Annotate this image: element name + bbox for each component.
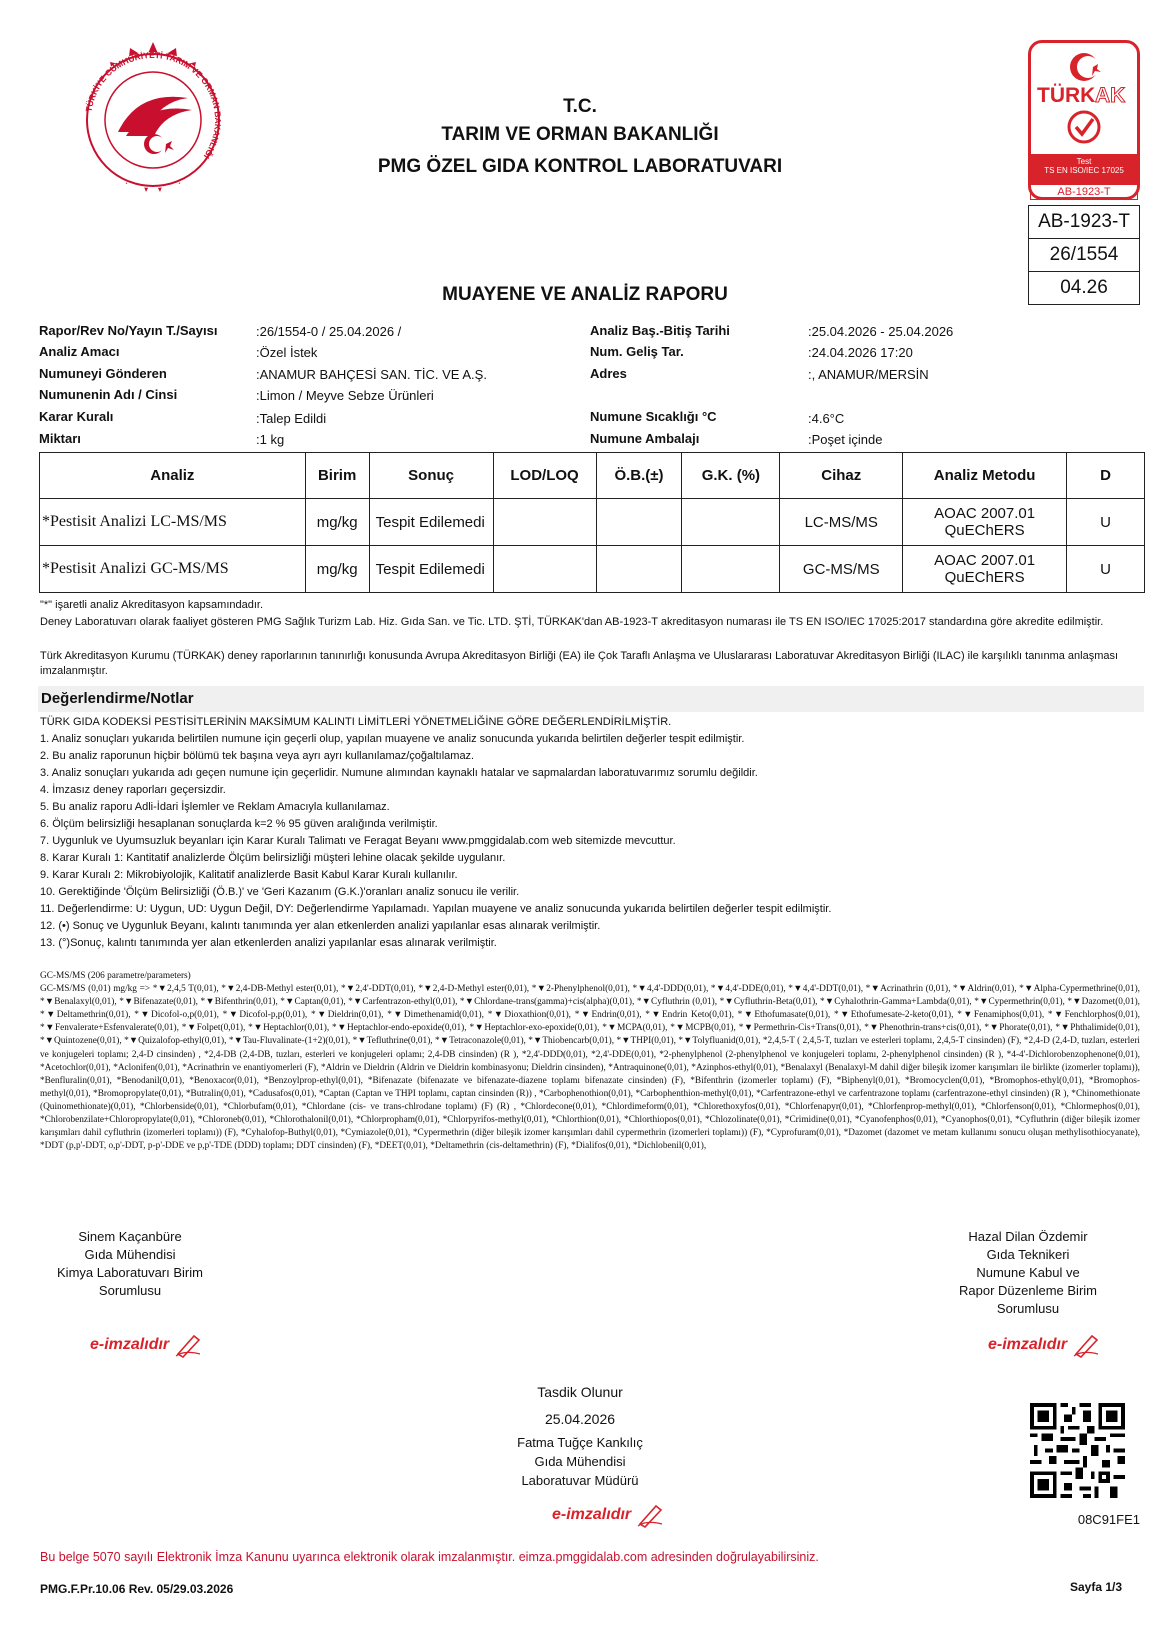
info-label-report-no: Rapor/Rev No/Yayın T./Sayısı [39,323,218,338]
info-value-temperature: :4.6°C [808,411,845,426]
gcms-text: GC-MS/MS (0,01) mg/kg => *▼2,4,5 T(0,01), *▼2,4-DB-Methyl ester(0,01), *▼2,4'-DDT(0,01), *▼2,4-D-Methyl ester(0,01), *▼2-Phenylphenol(0,01), *▼4,4'-DDD(0,01), *▼4,4'-DDE(0,01), *▼4,4'-DDT(0,01), *▼Acrinathrin (0,01), *▼Aldrin(0,01), *▼Alpha-Cypermethrine(0,01), *▼Benalaxyl(0,01), *▼Bifenazate(0,01), *▼Bifenthrin(0,01), *▼Captan(0,01), *▼Carfentrazon-ethyl(0,01), *▼Chlordane-trans(gamma)+cis(alpha)(0,01), *▼Cyfluthrin (0,01), *▼Cyfluthrin-Beta(0,01), *▼Cyhalothrin-Gamma+Lambda(0,01), *▼Cypermethrin(0,01), *▼Dazomet(0,01), *▼Deltamethrin(0,01), *▼Dicofol-o,p(0,01), *▼Dicofol-p,p(0,01), *▼Dieldrin(0,01), *▼Dimethenamid(0,01), *▼Dioxathion(0,01), *▼Endrin(0,01), *▼Endrin Keto(0,01), *▼Ethofumasate(0,01), *▼Ethofumesate-2-keto(0,01), *▼Fenamiphos(0,01), *▼Fenchlorphos(0,01), *▼Fenvalerate+Esfenvalerate(0,01), *▼Folpet(0,01), *▼Heptachlor(0,01), *▼Heptachlor-endo-epoxide(0,01), *▼Heptachlor-exo-epoxide(0,01), *▼MCPA(0,01), *▼MCPB(0,01), *▼Permethrin-Cis+Trans(0,01), *▼Phenothrin-trans+cis(0,01), *▼Phorate(0,01), *▼Phthalimide(0,01), *▼Quintozene(0,01), *▼Quizalofop-ethyl(0,01), *▼Tau-Fluvalinate-(1+2)(0,01), *▼Tefluthrine(0,01), *▼Tetraconazole(0,01), *▼Thiobencarb(0,01), *▼THPI(0,01), *▼Tolyfluanid(0,01), *2,4,5-T ( 2,4,5-T, tuzları ve esterleri toplamı, 2,4,5-T cinsinden) (F), *2,4-D (2,4-D, tuzları, esterleri ve konjugeleri toplamı; 2,4-D cinsinden) , *2,4-DB (2,4-DB, tuzları, esterleri ve konjugeleri oplamı; 2,4-DB cinsinden) (R ), *2,4'-DDD(0,01), *2,4'-DDE(0,01), *2-phenylphenol (2-phenylphenol ve konjugeleri toplamı, 2-phenylphenol cinsinden) (R ), *4-4'-Dichlorobenzophenone(0,01), *Acetochlor(0,01), *Aclonifen(0,01), *Acrinathrin ve enantiyomerleri (F), *Aldrin ve Dieldrin (Aldrin ve Dieldrin kombinasyonu; Dieldrin cinsinden), *Antraquinone(0,01), *Azinphos-ethyl(0,01), *Benalaxyl (Benalaxyl-M dahil diğer bileşik izomer karışımları ile birlikte (izomerler toplamı)), *Benfluralin(0,01), *Benodanil(0,01), *Benoxacor(0,01), *Benzoylprop-ethyl(0,01), *Bifenazate (bifenazate ve bifenazate-diazene toplamı bifenazate cinsinden) (F), *Bifenthrin (izomerler toplamı) (F), *Biphenyl(0,01), *Bromocyclen(0,01), *Bromophos-ethyl(0,01), *Bromophos-methyl(0,01), *Bromopropylate(0,01), *Butralin(0,01), *Cadusafos(0,01), *Captan (Captan ve THPI toplamı, captan cinsinden (R)) , *Carbophenothion(0,01), *Carbophenthion-methyl(0,01), *Carfentrazone-ethyl ve carfentrazone toplamı (carfentrazone-ethyl cinsinden) (R ), *Chinomethionate (Quinomethionate)(0,01), *Chlorbenside(0,01), *Chlorbufam(0,01), *Chlordane (cis- ve trans-chlrodane toplamı) (F) (R) , *Chlordecone(0,01), *Chlordimeform(0,01), *Chlorethoxyfos(0,01), *Chlorfenapyr(0,01), *Chlorfenprop-methyl(0,01), *Chlorfenson(0,01), *Chlormephos(0,01), *Chlorobenzilate+Chloropropylate(0,01), *Chloroneb(0,01), *Chlorothalonil(0,01), *Chlorpropham(0,01), *Chlorpyrifos-methyl(0,01), *Chlorthion(0,01), *Chlorthiopos(0,01), *Chlozolinate(0,01), *Crimidine(0,01), *Cyanofenphos(0,01), *Cyanophos(0,01), *Cyfluthrin (diğer bileşik izomer karışımları dahil cyfluthrin (izomerleri toplamı)) (F), *Cyhalofop-Buthyl(0,01), *Cymiazole(0,01), *Cypermethrin (diğer bileşik izomer karışımları dahil cypermethrin (izomerleri toplamı)) (F), *Cyprofuram(0,01), *Dazomet (dazomet ve metam kullanımı sonucu oluşan methylisothiocyanate), *DDT (p,p'-DDT, o,p'-DDT, p-p'-DDE ve p,p'-TDE (DDD) toplamı; DDT cinsinden) (F), *DEET(0,01), *Deltamethrin (cis-deltamethrin) (F), *Dialifos(0,01), *Dichlobenil(0,01), [40,984,1140,1152]
info-label-arrival-date: Num. Geliş Tar. [590,344,684,359]
turkak-standard-band [1028,154,1140,184]
qr-code-icon [1030,1403,1125,1498]
table-row [40,499,1145,546]
approver-role: Laboratuvar Müdürü [521,1473,639,1488]
col-header-cihaz: Cihaz [780,453,903,499]
cell-sonuc: Tespit Edilemedi [369,499,493,546]
signer-title: Gıda Teknikeri [986,1247,1070,1262]
signer-role: Kimya Laboratuvarı Birim [57,1265,203,1280]
cell-cihaz: GC-MS/MS [780,546,903,593]
evaluation-item: 4. İmzasız deney raporları geçersizdir. [40,784,226,796]
approver-name: Fatma Tuğçe Kankılıç [517,1435,643,1450]
turkak-standard: TS EN ISO/IEC 17025 [1044,166,1124,175]
report-number-box: 26/1554 [1028,238,1140,272]
evaluation-item: 10. Gerektiğinde 'Ölçüm Belirsizliği (Ö.B.)' ve 'Geri Kazanım (G.K.)'oranları analiz sonucu ile verilir. [40,886,520,898]
logo-ring-text: TÜRKİYE CUMHURİYETİ TARIM VE ORMAN BAKANLIĞI [83,49,224,161]
cell-lod [493,546,596,593]
col-header-gk: G.K. (%) [682,453,780,499]
signature-right [938,1228,1118,1318]
date-code-box: 04.26 [1028,271,1140,305]
signature-left [40,1228,220,1300]
eimza-label: e-imzalıdır [988,1336,1068,1354]
note-laboratory: Deney Laboratuvarı olarak faaliyet gösteren PMG Sağlık Turizm Lab. Hiz. Gıda San. ve Tic. LTD. ŞTİ, TÜRKAK'dan AB-1923-T akreditasyon numarası ile TS EN ISO/IEC 17025:2017 standardına göre akredite edilmiştir. [40,616,1104,628]
col-header-lod: LOD/LOQ [493,453,596,499]
signer-name: Hazal Dilan Özdemir [968,1229,1088,1244]
turkak-code: AB-1923-T [1030,184,1138,200]
form-code: PMG.F.Pr.10.06 Rev. 05/29.03.2026 [40,1582,234,1596]
signer-name: Sinem Kaçanbüre [78,1229,182,1244]
info-label-quantity: Miktarı [39,431,81,446]
approval-date: 25.04.2026 [544,1411,616,1427]
cell-ob [596,499,682,546]
info-value-address: :, ANAMUR/MERSİN [808,367,929,382]
signer-role-3: Sorumlusu [996,1301,1060,1316]
table-header-row [40,453,1145,499]
cell-birim: mg/kg [305,546,369,593]
evaluation-item: 11. Değerlendirme: U: Uygun, UD: Uygun Değil, DY: Değerlendirme Yapılamadı. Yapılan muayene ve analiz sonucunda yukarıda belirtilen değerler tespit edilmiştir. [40,903,832,915]
gcms-parameter-list [40,970,1140,1153]
info-label-sample-name: Numunenin Adı / Cinsi [39,387,178,402]
info-label-temperature: Numune Sıcaklığı °C [590,409,717,424]
cell-metod [903,546,1067,593]
evaluation-item: 1. Analiz sonuçları yukarıda belirtilen numune için geçerli olup, yapılan muayene ve analiz sonucunda yukarıda belirtilen değerler tespit edilmiştir. [40,733,745,745]
evaluation-list [40,714,1140,952]
info-label-address: Adres [590,366,627,381]
info-value-purpose: :Özel İstek [256,345,318,360]
results-table [39,452,1145,593]
col-header-ob: Ö.B.(±) [596,453,682,499]
col-header-sonuc: Sonuç [369,453,493,499]
cell-d: U [1067,499,1145,546]
cell-lod [493,499,596,546]
cell-metod-line2: QuEChERS [944,522,1025,539]
info-value-decision-rule: :Talep Edildi [256,411,327,426]
info-value-sample-name: :Limon / Meyve Sebze Ürünleri [256,388,434,403]
approval-title: Tasdik Olunur [537,1384,623,1400]
info-value-arrival-date: :24.04.2026 17:20 [808,345,913,360]
col-header-d: D [1067,453,1145,499]
turkak-test-label: Test [1076,157,1092,166]
signer-role: Numune Kabul ve [976,1265,1080,1280]
eimza-label: e-imzalıdır [552,1506,632,1524]
signer-role-2: Rapor Düzenleme Birim [959,1283,1097,1298]
cell-analiz: *Pestisit Analizi GC-MS/MS [40,546,306,593]
info-label-decision-rule: Karar Kuralı [39,409,114,424]
info-label-packaging: Numune Ambalajı [590,431,700,446]
cell-ob [596,546,682,593]
verification-code: 08C91FE1 [1077,1512,1140,1527]
info-label-purpose: Analiz Amacı [39,344,120,359]
header-tc: T.C. [563,96,597,117]
approver-title: Gıda Mühendisi [534,1454,626,1469]
info-value-report-no: :26/1554-0 / 25.04.2026 / [256,324,402,339]
evaluation-intro: TÜRK GIDA KODEKSİ PESTİSİTLERİNİN MAKSİMUM KALINTI LİMİTLERİ YÖNETMELİĞİNE GÖRE DEĞERLENDİRİLMİŞTİR. [40,716,672,728]
table-row [40,546,1145,593]
evaluation-item: 8. Karar Kuralı 1: Kantitatif analizlerde Ölçüm belirsizliği müşteri lehine olacak şekilde uygulanır. [40,852,506,864]
pen-icon [174,1332,204,1358]
page-number: Sayfa 1/3 [1070,1580,1123,1594]
cell-sonuc: Tespit Edilemedi [369,546,493,593]
cell-metod-line1: AOAC 2007.01 [934,505,1036,522]
info-value-analysis-dates: :25.04.2026 - 25.04.2026 [808,324,954,339]
signer-title: Gıda Mühendisi [84,1247,176,1262]
eimza-label: e-imzalıdır [90,1336,170,1354]
legal-notice: Bu belge 5070 sayılı Elektronik İmza Kanunu uyarınca elektronik olarak imzalanmıştır. eimza.pmggidalab.com adresinden doğrulayabilirsiniz. [40,1550,819,1564]
signer-role-2: Sorumlusu [98,1283,162,1298]
evaluation-item: 2. Bu analiz raporunun hiçbir bölümü tek başına veya ayrı ayrı kullanılamaz/çoğaltılamaz. [40,750,475,762]
cell-metod-line2: QuEChERS [944,569,1025,586]
info-label-analysis-dates: Analiz Baş.-Bitiş Tarihi [590,323,730,338]
col-header-birim: Birim [305,453,369,499]
evaluation-item: 6. Ölçüm belirsizliği hesaplanan sonuçlarda k=2 % 95 güven aralığında verilmiştir. [40,818,438,830]
note-turkak: Türk Akreditasyon Kurumu (TÜRKAK) deney raporlarının tanınırlığı konusunda Avrupa Akreditasyon Birliği (EA) ile Çok Taraflı Anlaşma ve Uluslararası Laboratuvar Akreditasyon Birliği (ILAC) ile karşılıklı tanınma anlaşması imzalanmıştır. [40,650,1119,677]
accreditation-number: AB-1923-T [1028,205,1140,239]
turkak-brand-a: TÜRK [1037,84,1096,107]
gcms-title: GC-MS/MS (206 parametre/parameters) [40,971,191,981]
info-value-packaging: :Poşet içinde [808,432,883,447]
cell-d: U [1067,546,1145,593]
cell-metod-line1: AOAC 2007.01 [934,552,1036,569]
info-value-sender: :ANAMUR BAHÇESİ SAN. TİC. VE A.Ş. [256,367,487,382]
turkak-brand-b: AK [1095,84,1126,107]
cell-gk [682,546,780,593]
cell-cihaz: LC-MS/MS [780,499,903,546]
report-title: MUAYENE VE ANALİZ RAPORU [442,284,728,305]
note-accreditation-scope: "*" işaretli analiz Akreditasyon kapsamındadır. [40,599,264,611]
evaluation-item: 5. Bu analiz raporu Adli-İdari İşlemler ve Reklam Amacıyla kullanılamaz. [40,801,390,813]
eimza-left [90,1332,204,1358]
eimza-right [988,1332,1102,1358]
col-header-metod: Analiz Metodu [903,453,1067,499]
pen-icon [1072,1332,1102,1358]
header-lab: PMG ÖZEL GIDA KONTROL LABORATUVARI [377,156,783,177]
evaluation-title: Değerlendirme/Notlar [38,686,1144,712]
pen-icon [636,1502,666,1528]
evaluation-item: 13. (°)Sonuç, kalıntı tanımında yer alan etkenlerden analizi yapılanlar esas alınarak verilmiştir. [40,937,497,949]
cell-analiz: *Pestisit Analizi LC-MS/MS [40,499,306,546]
evaluation-item: 9. Karar Kuralı 2: Mikrobiyolojik, Kalitatif analizlerde Basit Kabul Karar Kuralı kullanılır. [40,869,458,881]
cell-birim: mg/kg [305,499,369,546]
cell-gk [682,499,780,546]
col-header-analiz: Analiz [40,453,306,499]
cell-metod [903,499,1067,546]
evaluation-item: 7. Uygunluk ve Uyumsuzluk beyanları için Karar Kuralı Talimatı ve Feragat Beyanı www.pmggidalab.com web sitemizde mevcuttur. [40,835,676,847]
evaluation-item: 3. Analiz sonuçları yukarıda adı geçen numune için geçerlidir. Numune alımından kaynaklı hatalar ve sapmalardan laboratuvarımız sorumlu değildir. [40,767,758,779]
header-ministry: TARIM VE ORMAN BAKANLIĞI [441,124,719,145]
info-label-sender: Numuneyi Gönderen [39,366,167,381]
evaluation-item: 12. (•) Sonuç ve Uygunluk Beyanı, kalıntı tanımında yer alan etkenlerden analizi yapılanlar esas alınarak verilmiştir. [40,920,601,932]
approval-block [480,1383,680,1490]
eimza-center [552,1502,666,1528]
info-value-quantity: :1 kg [256,432,285,447]
